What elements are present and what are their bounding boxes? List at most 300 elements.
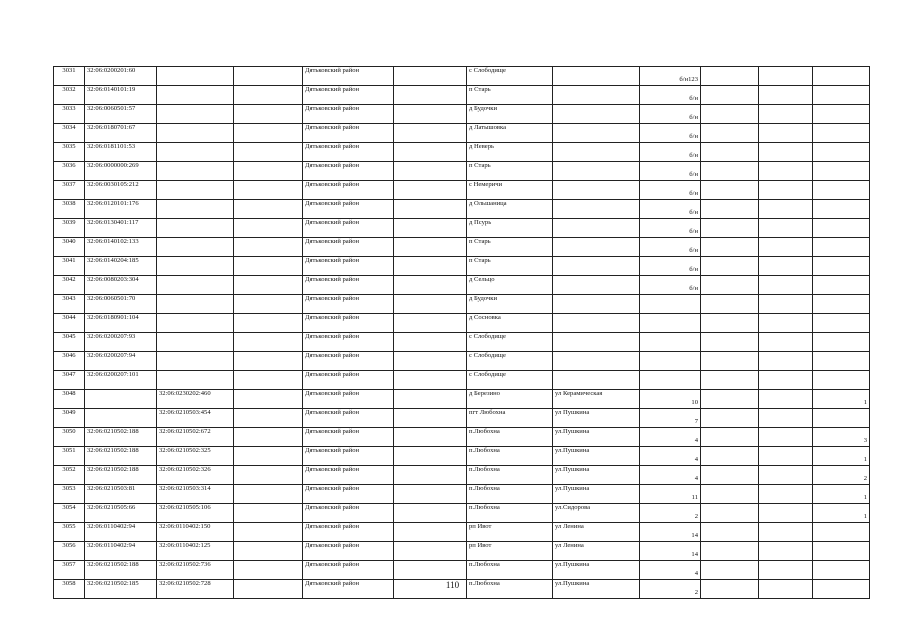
empty-cell — [234, 504, 303, 523]
empty-cell — [701, 143, 759, 162]
table-row — [54, 86, 870, 105]
empty-cell — [234, 333, 303, 352]
house-number-cell: б/н — [640, 238, 701, 257]
cadastral-number-cell: 32:06:0200207:101 — [85, 371, 157, 390]
settlement-cell: д Неверь — [467, 143, 553, 162]
cadastral-number-2-cell — [157, 124, 234, 143]
district-cell: Дятьковский район — [303, 181, 394, 200]
house-number-cell: б/н — [640, 181, 701, 200]
street-cell — [553, 219, 640, 238]
settlement-cell: п Старь — [467, 257, 553, 276]
street-cell: ул.Пушкина — [553, 580, 640, 599]
apartment-cell — [813, 352, 870, 371]
cadastral-number-2-cell: 32:06:0110402:125 — [157, 542, 234, 561]
house-number-cell: 14 — [640, 523, 701, 542]
empty-cell — [234, 314, 303, 333]
cadastral-number-cell: 32:06:0140102:133 — [85, 238, 157, 257]
row-number-cell: 3056 — [54, 542, 85, 561]
apartment-cell — [813, 124, 870, 143]
table-row — [54, 542, 870, 561]
house-number-cell: 14 — [640, 542, 701, 561]
empty-cell — [759, 333, 813, 352]
empty-cell — [759, 390, 813, 409]
apartment-cell — [813, 409, 870, 428]
table-row — [54, 428, 870, 447]
cadastral-number-cell — [85, 409, 157, 428]
settlement-cell: рп Ивот — [467, 542, 553, 561]
empty-cell — [234, 371, 303, 390]
cadastral-number-2-cell — [157, 238, 234, 257]
apartment-cell — [813, 276, 870, 295]
cadastral-number-2-cell — [157, 352, 234, 371]
district-cell: Дятьковский район — [303, 124, 394, 143]
cadastral-number-cell: 32:06:0120101:176 — [85, 200, 157, 219]
settlement-cell: с Слободище — [467, 371, 553, 390]
house-number-cell: б/н — [640, 200, 701, 219]
house-number-cell: 4 — [640, 466, 701, 485]
row-number-cell: 3037 — [54, 181, 85, 200]
empty-cell — [234, 523, 303, 542]
settlement-cell: п.Любохна — [467, 561, 553, 580]
empty-cell — [394, 447, 467, 466]
table-row — [54, 200, 870, 219]
empty-cell — [234, 124, 303, 143]
house-number-cell: б/н — [640, 86, 701, 105]
empty-cell — [234, 276, 303, 295]
empty-cell — [234, 561, 303, 580]
row-number-cell: 3052 — [54, 466, 85, 485]
apartment-cell — [813, 181, 870, 200]
cadastral-number-2-cell: 32:06:0210503:454 — [157, 409, 234, 428]
district-cell: Дятьковский район — [303, 504, 394, 523]
empty-cell — [234, 143, 303, 162]
empty-cell — [759, 162, 813, 181]
settlement-cell: с Слободище — [467, 333, 553, 352]
cadastral-number-cell: 32:06:0130401:117 — [85, 219, 157, 238]
house-number-cell: б/н123 — [640, 67, 701, 86]
district-cell: Дятьковский район — [303, 428, 394, 447]
empty-cell — [394, 67, 467, 86]
empty-cell — [234, 485, 303, 504]
settlement-cell: п Старь — [467, 86, 553, 105]
apartment-cell — [813, 371, 870, 390]
empty-cell — [394, 86, 467, 105]
row-number-cell: 3039 — [54, 219, 85, 238]
district-cell: Дятьковский район — [303, 371, 394, 390]
empty-cell — [394, 409, 467, 428]
apartment-cell: 1 — [813, 447, 870, 466]
empty-cell — [701, 238, 759, 257]
row-number-cell: 3053 — [54, 485, 85, 504]
empty-cell — [394, 295, 467, 314]
empty-cell — [701, 485, 759, 504]
street-cell — [553, 143, 640, 162]
empty-cell — [394, 181, 467, 200]
empty-cell — [759, 409, 813, 428]
empty-cell — [759, 561, 813, 580]
empty-cell — [394, 542, 467, 561]
empty-cell — [234, 219, 303, 238]
empty-cell — [234, 181, 303, 200]
empty-cell — [394, 485, 467, 504]
district-cell: Дятьковский район — [303, 105, 394, 124]
empty-cell — [759, 200, 813, 219]
district-cell: Дятьковский район — [303, 333, 394, 352]
apartment-cell: 2 — [813, 466, 870, 485]
row-number-cell: 3058 — [54, 580, 85, 599]
table-row — [54, 485, 870, 504]
empty-cell — [701, 124, 759, 143]
table-row — [54, 504, 870, 523]
page-number: 110 — [445, 580, 460, 590]
cadastral-number-2-cell — [157, 162, 234, 181]
cadastral-number-2-cell — [157, 200, 234, 219]
table-row — [54, 257, 870, 276]
cadastral-number-cell: 32:06:0210502:188 — [85, 561, 157, 580]
empty-cell — [759, 428, 813, 447]
empty-cell — [701, 523, 759, 542]
table-row — [54, 295, 870, 314]
apartment-cell — [813, 238, 870, 257]
street-cell — [553, 124, 640, 143]
settlement-cell: п.Любохна — [467, 580, 553, 599]
empty-cell — [394, 143, 467, 162]
cadastral-number-2-cell — [157, 219, 234, 238]
row-number-cell: 3048 — [54, 390, 85, 409]
empty-cell — [701, 390, 759, 409]
empty-cell — [394, 371, 467, 390]
empty-cell — [394, 561, 467, 580]
cadastral-number-2-cell: 32:06:0210502:672 — [157, 428, 234, 447]
empty-cell — [759, 542, 813, 561]
apartment-cell — [813, 67, 870, 86]
empty-cell — [394, 105, 467, 124]
settlement-cell: с Слободище — [467, 352, 553, 371]
house-number-cell: б/н — [640, 105, 701, 124]
empty-cell — [394, 257, 467, 276]
empty-cell — [759, 447, 813, 466]
empty-cell — [394, 390, 467, 409]
row-number-cell: 3057 — [54, 561, 85, 580]
table-row — [54, 314, 870, 333]
empty-cell — [394, 219, 467, 238]
settlement-cell: п.Любохна — [467, 447, 553, 466]
row-number-cell: 3035 — [54, 143, 85, 162]
cadastral-number-cell: 32:06:0060501:57 — [85, 105, 157, 124]
cadastral-number-2-cell: 32:06:0210502:728 — [157, 580, 234, 599]
empty-cell — [234, 200, 303, 219]
house-number-cell: б/н — [640, 124, 701, 143]
empty-cell — [234, 162, 303, 181]
house-number-cell: 10 — [640, 390, 701, 409]
street-cell: ул.Сидорова — [553, 504, 640, 523]
empty-cell — [759, 67, 813, 86]
row-number-cell: 3042 — [54, 276, 85, 295]
apartment-cell — [813, 105, 870, 124]
settlement-cell: с Немеричи — [467, 181, 553, 200]
settlement-cell: с Слободище — [467, 67, 553, 86]
house-number-cell: 4 — [640, 428, 701, 447]
apartment-cell — [813, 333, 870, 352]
cadastral-number-2-cell — [157, 333, 234, 352]
cadastral-number-2-cell: 32:06:0230202:460 — [157, 390, 234, 409]
table-row — [54, 219, 870, 238]
empty-cell — [701, 276, 759, 295]
empty-cell — [759, 181, 813, 200]
house-number-cell — [640, 333, 701, 352]
district-cell: Дятьковский район — [303, 580, 394, 599]
table-row — [54, 143, 870, 162]
row-number-cell: 3045 — [54, 333, 85, 352]
street-cell — [553, 162, 640, 181]
cadastral-number-cell: 32:06:0200207:93 — [85, 333, 157, 352]
street-cell — [553, 181, 640, 200]
street-cell: ул.Пушкина — [553, 447, 640, 466]
empty-cell — [234, 409, 303, 428]
cadastral-number-cell: 32:06:0110402:94 — [85, 523, 157, 542]
house-number-cell: 7 — [640, 409, 701, 428]
district-cell: Дятьковский район — [303, 523, 394, 542]
settlement-cell: рп Ивот — [467, 523, 553, 542]
table-row — [54, 523, 870, 542]
row-number-cell: 3043 — [54, 295, 85, 314]
empty-cell — [394, 333, 467, 352]
table-body — [54, 67, 870, 599]
house-number-cell — [640, 295, 701, 314]
empty-cell — [701, 352, 759, 371]
empty-cell — [234, 428, 303, 447]
empty-cell — [701, 257, 759, 276]
empty-cell — [759, 504, 813, 523]
row-number-cell: 3051 — [54, 447, 85, 466]
house-number-cell — [640, 314, 701, 333]
apartment-cell — [813, 295, 870, 314]
cadastral-number-cell: 32:06:0210503:81 — [85, 485, 157, 504]
empty-cell — [701, 466, 759, 485]
district-cell: Дятьковский район — [303, 485, 394, 504]
cadastral-number-2-cell — [157, 314, 234, 333]
row-number-cell: 3044 — [54, 314, 85, 333]
cadastral-number-cell: 32:06:0210502:188 — [85, 428, 157, 447]
empty-cell — [394, 352, 467, 371]
cadastral-number-2-cell — [157, 181, 234, 200]
table-row — [54, 352, 870, 371]
cadastral-number-cell: 32:06:0140204:185 — [85, 257, 157, 276]
cadastral-number-2-cell — [157, 143, 234, 162]
cadastral-number-cell: 32:06:0181101:53 — [85, 143, 157, 162]
street-cell — [553, 200, 640, 219]
settlement-cell: д Латышовка — [467, 124, 553, 143]
table-row — [54, 181, 870, 200]
settlement-cell: д Будочки — [467, 295, 553, 314]
street-cell — [553, 295, 640, 314]
empty-cell — [234, 352, 303, 371]
empty-cell — [701, 314, 759, 333]
empty-cell — [701, 371, 759, 390]
empty-cell — [394, 162, 467, 181]
house-number-cell: 4 — [640, 447, 701, 466]
cadastral-number-2-cell — [157, 86, 234, 105]
district-cell: Дятьковский район — [303, 561, 394, 580]
empty-cell — [759, 86, 813, 105]
apartment-cell — [813, 200, 870, 219]
district-cell: Дятьковский район — [303, 143, 394, 162]
apartment-cell: 1 — [813, 504, 870, 523]
empty-cell — [759, 276, 813, 295]
cadastral-number-cell: 32:06:0210502:185 — [85, 580, 157, 599]
cadastral-number-cell: 32:06:0180901:104 — [85, 314, 157, 333]
cadastral-number-cell: 32:06:0110402:94 — [85, 542, 157, 561]
district-cell: Дятьковский район — [303, 466, 394, 485]
empty-cell — [759, 314, 813, 333]
cadastral-number-cell: 32:06:0210502:188 — [85, 466, 157, 485]
cadastral-number-cell — [85, 390, 157, 409]
row-number-cell: 3036 — [54, 162, 85, 181]
house-number-cell: б/н — [640, 219, 701, 238]
empty-cell — [701, 105, 759, 124]
cadastral-number-2-cell — [157, 67, 234, 86]
house-number-cell — [640, 352, 701, 371]
apartment-cell — [813, 542, 870, 561]
row-number-cell: 3054 — [54, 504, 85, 523]
empty-cell — [234, 67, 303, 86]
row-number-cell: 3046 — [54, 352, 85, 371]
street-cell: ул Ленина — [553, 523, 640, 542]
cadastral-number-cell: 32:06:0080203:304 — [85, 276, 157, 295]
cadastral-number-cell: 32:06:0210505:66 — [85, 504, 157, 523]
apartment-cell: 1 — [813, 390, 870, 409]
settlement-cell: п Старь — [467, 238, 553, 257]
empty-cell — [701, 561, 759, 580]
empty-cell — [234, 295, 303, 314]
settlement-cell: д Будочки — [467, 105, 553, 124]
cadastral-number-cell: 32:06:0030105:212 — [85, 181, 157, 200]
empty-cell — [394, 276, 467, 295]
empty-cell — [759, 124, 813, 143]
cadastral-number-2-cell — [157, 295, 234, 314]
cadastral-number-2-cell: 32:06:0210505:106 — [157, 504, 234, 523]
empty-cell — [234, 466, 303, 485]
street-cell: ул.Пушкина — [553, 428, 640, 447]
table-row — [54, 162, 870, 181]
empty-cell — [234, 447, 303, 466]
cadastral-number-2-cell: 32:06:0210503:314 — [157, 485, 234, 504]
street-cell: ул Пушкина — [553, 409, 640, 428]
table-row — [54, 390, 870, 409]
row-number-cell: 3041 — [54, 257, 85, 276]
street-cell: ул Ленина — [553, 542, 640, 561]
district-cell: Дятьковский район — [303, 257, 394, 276]
table-row — [54, 409, 870, 428]
empty-cell — [701, 447, 759, 466]
empty-cell — [394, 466, 467, 485]
apartment-cell — [813, 523, 870, 542]
house-number-cell: 2 — [640, 580, 701, 599]
house-number-cell: б/н — [640, 162, 701, 181]
row-number-cell: 3050 — [54, 428, 85, 447]
settlement-cell: п.Любохна — [467, 485, 553, 504]
row-number-cell: 3047 — [54, 371, 85, 390]
row-number-cell: 3031 — [54, 67, 85, 86]
district-cell: Дятьковский район — [303, 314, 394, 333]
empty-cell — [759, 143, 813, 162]
empty-cell — [701, 219, 759, 238]
row-number-cell: 3032 — [54, 86, 85, 105]
empty-cell — [759, 466, 813, 485]
street-cell — [553, 352, 640, 371]
empty-cell — [701, 200, 759, 219]
row-number-cell: 3040 — [54, 238, 85, 257]
empty-cell — [759, 257, 813, 276]
district-cell: Дятьковский район — [303, 390, 394, 409]
house-number-cell — [640, 371, 701, 390]
empty-cell — [701, 504, 759, 523]
cadastral-number-2-cell: 32:06:0210502:325 — [157, 447, 234, 466]
house-number-cell: 4 — [640, 561, 701, 580]
district-cell: Дятьковский район — [303, 200, 394, 219]
district-cell: Дятьковский район — [303, 409, 394, 428]
empty-cell — [394, 428, 467, 447]
empty-cell — [701, 409, 759, 428]
row-number-cell: 3033 — [54, 105, 85, 124]
empty-cell — [234, 86, 303, 105]
empty-cell — [394, 238, 467, 257]
empty-cell — [701, 86, 759, 105]
empty-cell — [759, 371, 813, 390]
settlement-cell: д Ольшаница — [467, 200, 553, 219]
row-number-cell: 3049 — [54, 409, 85, 428]
empty-cell — [394, 124, 467, 143]
table-row — [54, 333, 870, 352]
apartment-cell — [813, 219, 870, 238]
empty-cell — [234, 238, 303, 257]
table-row — [54, 124, 870, 143]
street-cell: ул Керамическая — [553, 390, 640, 409]
district-cell: Дятьковский район — [303, 352, 394, 371]
empty-cell — [701, 428, 759, 447]
empty-cell — [701, 295, 759, 314]
district-cell: Дятьковский район — [303, 295, 394, 314]
cadastral-number-cell: 32:06:0210502:188 — [85, 447, 157, 466]
empty-cell — [394, 200, 467, 219]
cadastral-number-cell: 32:06:0140101:19 — [85, 86, 157, 105]
empty-cell — [701, 162, 759, 181]
empty-cell — [759, 238, 813, 257]
row-number-cell: 3055 — [54, 523, 85, 542]
street-cell: ул.Пушкина — [553, 561, 640, 580]
house-number-cell: б/н — [640, 257, 701, 276]
street-cell — [553, 257, 640, 276]
apartment-cell — [813, 86, 870, 105]
district-cell: Дятьковский район — [303, 162, 394, 181]
house-number-cell: 2 — [640, 504, 701, 523]
district-cell: Дятьковский район — [303, 86, 394, 105]
apartment-cell: 3 — [813, 428, 870, 447]
cadastral-number-2-cell — [157, 371, 234, 390]
apartment-cell — [813, 257, 870, 276]
apartment-cell — [813, 143, 870, 162]
empty-cell — [701, 542, 759, 561]
empty-cell — [234, 257, 303, 276]
table-row — [54, 238, 870, 257]
empty-cell — [701, 181, 759, 200]
cadastral-number-2-cell: 32:06:0210502:736 — [157, 561, 234, 580]
settlement-cell: д Псурь — [467, 219, 553, 238]
settlement-cell: п.Любохна — [467, 504, 553, 523]
empty-cell — [394, 314, 467, 333]
settlement-cell: п.Любохна — [467, 466, 553, 485]
table-row — [54, 371, 870, 390]
